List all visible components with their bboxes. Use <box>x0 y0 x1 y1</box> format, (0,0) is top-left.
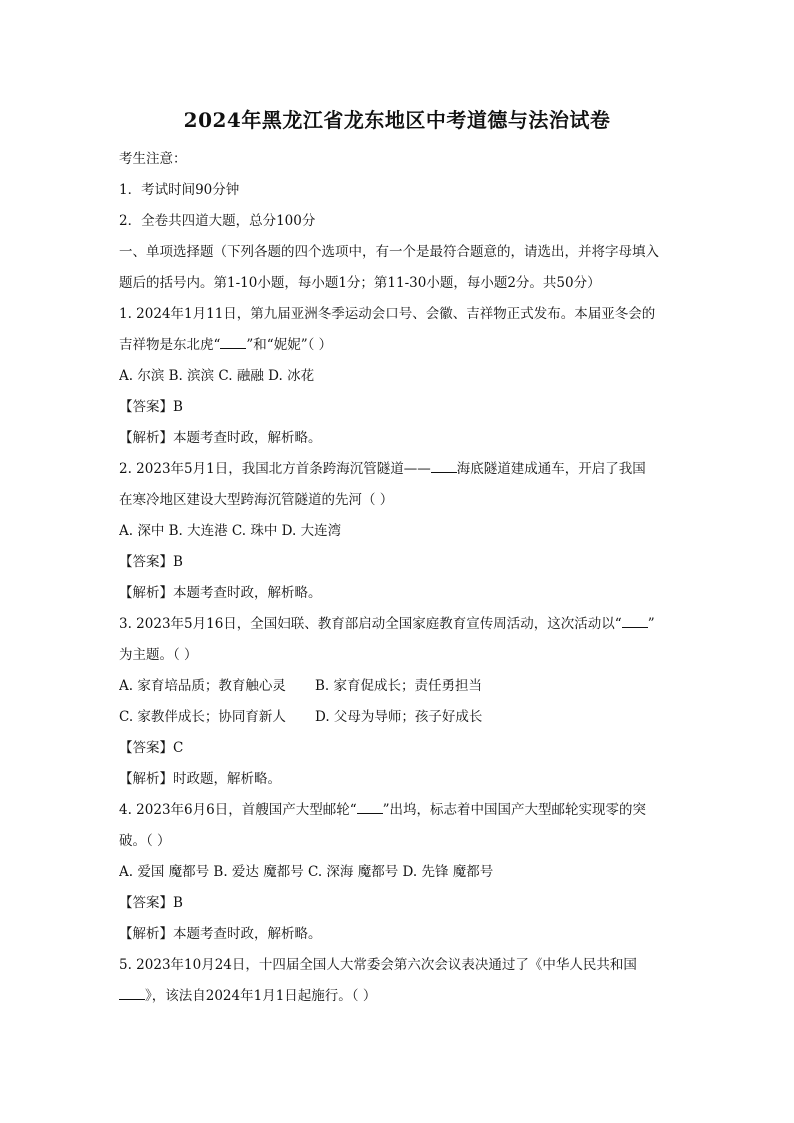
question-analysis: 【解析】本题考查时政，解析略。 <box>119 926 322 942</box>
stem-text: 》，该法自2024年1月1日起施行。（ ） <box>145 988 377 1004</box>
question-options: A. 深中 B. 大连港 C. 珠中 D. 大连湾 <box>119 523 342 539</box>
question-stem: 在寒冷地区建设大型跨海沉管隧道的先河（ ） <box>119 492 394 508</box>
question-stem <box>119 795 675 826</box>
question-stem: 5. 2023年10月24日，十四届全国人大常委会第六次会议表决通过了《中华人民共和国 <box>119 957 637 973</box>
question-stem <box>119 330 675 361</box>
question-options <box>119 671 675 702</box>
question-answer: 【答案】C <box>119 740 184 756</box>
stem-text: 4. 2023年6月6日，首艘国产大型邮轮“ <box>119 802 357 818</box>
stem-text: 2. 2023年5月1日，我国北方首条跨海沉管隧道—— <box>119 461 431 477</box>
notice-item: 2．全卷共四道大题，总分100分 <box>119 213 316 229</box>
question-answer: 【答案】B <box>119 399 183 415</box>
option-b: B. 家育促成长；责任勇担当 <box>315 678 483 694</box>
option-c: C. 家教伴成长；协同育新人 <box>119 709 286 725</box>
question-answer: 【答案】B <box>119 554 183 570</box>
page-title: 2024年黑龙江省龙东地区中考道德与法治试卷 <box>183 108 611 132</box>
document-body <box>119 144 675 1012</box>
question-stem <box>119 609 675 640</box>
question-stem: 破。（ ） <box>119 833 171 849</box>
question-analysis: 【解析】本题考查时政，解析略。 <box>119 585 322 601</box>
question-options: A. 尔滨 B. 滨滨 C. 融融 D. 冰花 <box>119 368 315 384</box>
question-stem <box>119 981 675 1012</box>
question-stem: 1. 2024年1月11日，第九届亚洲冬季运动会口号、会徽、吉祥物正式发布。本届亚冬会的 <box>119 306 656 322</box>
fill-blank <box>357 799 383 814</box>
fill-blank <box>119 985 145 1000</box>
fill-blank <box>220 334 246 349</box>
question-stem: 为主题。（ ） <box>119 647 198 663</box>
stem-text: ” <box>647 616 655 632</box>
notice-item: 1．考试时间90分钟 <box>119 182 240 198</box>
question-analysis: 【解析】时政题，解析略。 <box>119 771 281 787</box>
question-options: A. 爱国 魔都号 B. 爱达 魔都号 C. 深海 魔都号 D. 先锋 魔都号 <box>119 864 494 880</box>
question-answer: 【答案】B <box>119 895 183 911</box>
option-a: A. 家育培品质；教育触心灵 <box>119 678 286 694</box>
fill-blank <box>431 458 457 473</box>
section-instructions: 一、单项选择题（下列各题的四个选项中，有一个是最符合题意的，请选出，并将字母填入 <box>119 244 659 260</box>
stem-text: ”出坞，标志着中国国产大型邮轮实现零的突 <box>382 802 647 818</box>
stem-text: 3. 2023年5月16日，全国妇联、教育部启动全国家庭教育宣传周活动，这次活动以“ <box>119 616 622 632</box>
question-analysis: 【解析】本题考查时政，解析略。 <box>119 430 322 446</box>
stem-text: ”和“妮妮”（ ） <box>246 337 333 353</box>
question-stem <box>119 454 675 485</box>
stem-text: 吉祥物是东北虎“ <box>119 337 221 353</box>
fill-blank <box>622 613 648 628</box>
notice-heading: 考生注意： <box>119 151 187 167</box>
option-d: D. 父母为导师；孩子好成长 <box>315 709 483 725</box>
question-options <box>119 702 675 733</box>
section-instructions: 题后的括号内。第1-10小题，每小题1分；第11-30小题，每小题2分。共50分） <box>119 275 601 291</box>
stem-text: 海底隧道建成通车，开启了我国 <box>456 461 646 477</box>
